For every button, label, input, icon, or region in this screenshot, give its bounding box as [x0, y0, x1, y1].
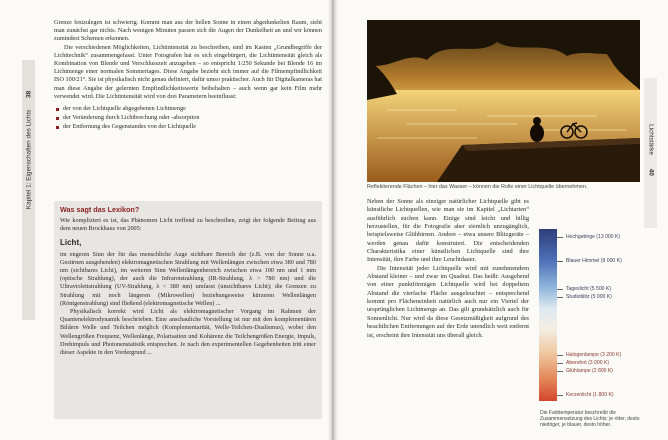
scale-tick: [557, 261, 563, 262]
sunset-lake-photo: [367, 20, 640, 182]
scale-label: Glühlampe (2 800 K): [566, 368, 614, 374]
color-temperature-scale: [535, 225, 653, 405]
list-item: der von der Lichtquelle abgegebenen Lichtmenge: [54, 105, 322, 113]
scale-tick: [557, 297, 563, 298]
photo-image: [367, 20, 640, 182]
lexicon-entry-text: im engeren Sinn der für das menschliche Auge sichtbare Bereich der (z.B. von der Sonne u.a. Gestirnen ausgehenden) elektromagnetischen Strahlung mit Wellenlängen zwischen etwa 380 und 780 nm (sichtbares Licht), im weiteren Sinn Wellenlängenbereich zwischen etwa 100 nm und 1 mm (optische Strahlung), der auch die Infrarotstrahlung (IR-Strahlung, λ > 780 nm) und die Ultraviolettstrahlung (UV-Strahlung, λ < 380 nm) umfasst (unsichtbares Licht); die Grenzen zu Strahlung mit noch längeren (Mikrowellen) beziehungsweise kürzeren Wellenlängen (Röntgenstrahlung) sind fließend (elektromagnetische Wellen) ...: [60, 250, 316, 307]
parameter-list: [54, 105, 322, 132]
lexicon-box-text: [60, 217, 316, 357]
paragraph: Die Intensität jeder Lichtquelle wird mit zunehmendem Abstand kleiner – und zwar im Quadrat. Das heißt: Ausgehend von einer punktförmigen Lichtquelle wird bei doppeltem Abstand die vierfache Fläche ausgeleuchtet – entsprechend kommt pro Flächeneinheit natürlich auch nur ein Viertel der ursprünglichen Lichtmenge an. Das gilt grundsätzlich auch für Sonnenlicht. Nur wird da diese Gesetzmäßigkeit aufgrund des beachtlichen Entfernungen auf der Erde unendlich weit entfernt ist, erscheint ihre Intensität uns überall gleich.: [367, 264, 529, 339]
lexicon-box-title: Was sagt das Lexikon?: [60, 205, 140, 214]
left-page-number: 38: [25, 90, 33, 98]
scale-tick: [557, 355, 563, 356]
chapter-title: Kapitel 1: Eigenschaften des Lichts: [25, 109, 33, 210]
lexicon-entry-text: Physikalisch korrekt wird Licht als elektromagnetischer Vorgang im Rahmen der Quantenelektrodynamik beschrieben. Eine anschauliche Vorstellung ist nur mit den komplementären Bildern Welle und Teilchen möglich (Komplementarität, Welle-Teilchen-Dualismus), wobei den Wellengrößen Frequenz, Wellenlänge, Polarisation und Kohärenz die Teilchengrößen Energie, Impuls, Drehimpuls und Photonenstatistik entsprechen. Je nach den experimentellen Gegebenheiten tritt einer dieser Aspekte in den Vordergrund ...: [60, 308, 316, 357]
scale-label: Halogenlampe (3 200 K): [566, 352, 622, 358]
color-temperature-bar: [539, 229, 557, 401]
paragraph: Neben der Sonne als einziger natürlicher Lichtquelle gibt es künstliche Lichtquellen, wie man sie im Kapitel „Lichtarten“ ausführlich suchen kann. Einige sind leicht und billig herzustellen, für die Fotografie aber ziemlich unzugänglich, beispielsweise Glühbirnen. Andere – etwa unsere Blitzgeräte – werden genau dafür konstruiert. Die entscheidenden Charakteristika einer künstlichen Lichtquelle sind ihre Intensität, ihre Farbe und ihre Leuchtdauer.: [367, 198, 529, 264]
lexicon-entry-heading: Licht,: [60, 238, 82, 248]
scale-label: Blauer Himmel (9 000 K): [566, 258, 622, 264]
box-intro: Wie kompliziert es ist, das Phänomen Licht treffend zu beschreiben, zeigt der folgende Beitrag aus dem neuen Brockhaus von 2005:: [60, 217, 316, 233]
scale-tick: [557, 237, 563, 238]
scale-tick: [557, 395, 563, 396]
photo-caption: Reflektierende Flächen – hier das Wasser – können die Rolle einer Lichtquelle übernehmen.: [367, 184, 588, 190]
scale-tick: [557, 289, 563, 290]
scale-label: Tageslicht (5 500 K): [566, 286, 612, 292]
right-page-number: 40: [647, 168, 655, 176]
paragraph: Die verschiedenen Möglichkeiten, Lichtintensität zu beschreiben, sind im Kasten „Grundbegriffe der Lichttechnik“ zusammengefasst. Unter Fotografen hat es sich eingebürgert, die Lichtintensität gleich als Kombination von Blende und Verschlusszeit anzugeben – so entspricht 1/250 Sekunde bei Blende 16 im Lichtmenge einer normalen Sommertages. Diese Angabe bezieht sich immer auf die Filmempfindlichkeit ISO 100/21°. Sie ist physikalisch nicht genau definiert, dafür umso praktischer. Auch für Digitalkameras hat man diese Angabe der gelernten Empfindlichkeitswerte beibehalten – auch wenn gar kein Film mehr verwendet wird. Die Lichtintensität wird von drei Parametern beeinflusst:: [54, 43, 322, 100]
list-item: der Entfernung des Gegenstandes von der Lichtquelle: [54, 123, 322, 131]
right-body-text: [367, 198, 529, 340]
left-chapter-label: [26, 91, 33, 209]
scale-tick: [557, 371, 563, 372]
list-item: der Veränderung durch Lichtbrechung oder -absorption: [54, 114, 322, 122]
left-body-text: [54, 19, 322, 133]
scale-label: Studioblitz (5 000 K): [566, 294, 612, 300]
section-title: Lichtstärke: [647, 124, 655, 156]
scale-tick: [557, 363, 563, 364]
scale-label: Abendrot (3 000 K): [566, 360, 610, 366]
book-gutter: [328, 0, 338, 440]
right-section-label: [648, 124, 655, 176]
scale-label: Kerzenlicht (1 800 K): [566, 392, 614, 398]
scale-caption: Die Farbtemperatur beschreibt die Zusammensetzung des Lichts: je röter, desto niedriger, je blauer, desto höher.: [540, 410, 640, 428]
paragraph: Grenze festzulegen ist schwierig. Kommt man aus der hellen Sonne in einen abgedunkelten Raum, sieht man zunächst gar nichts. Nach wenigen Minuten passen sich die Augen der Dunkelheit an und wir können zumindest Schemen erkennen.: [54, 19, 322, 43]
scale-label: Hochgebirge (13 000 K): [566, 234, 621, 240]
